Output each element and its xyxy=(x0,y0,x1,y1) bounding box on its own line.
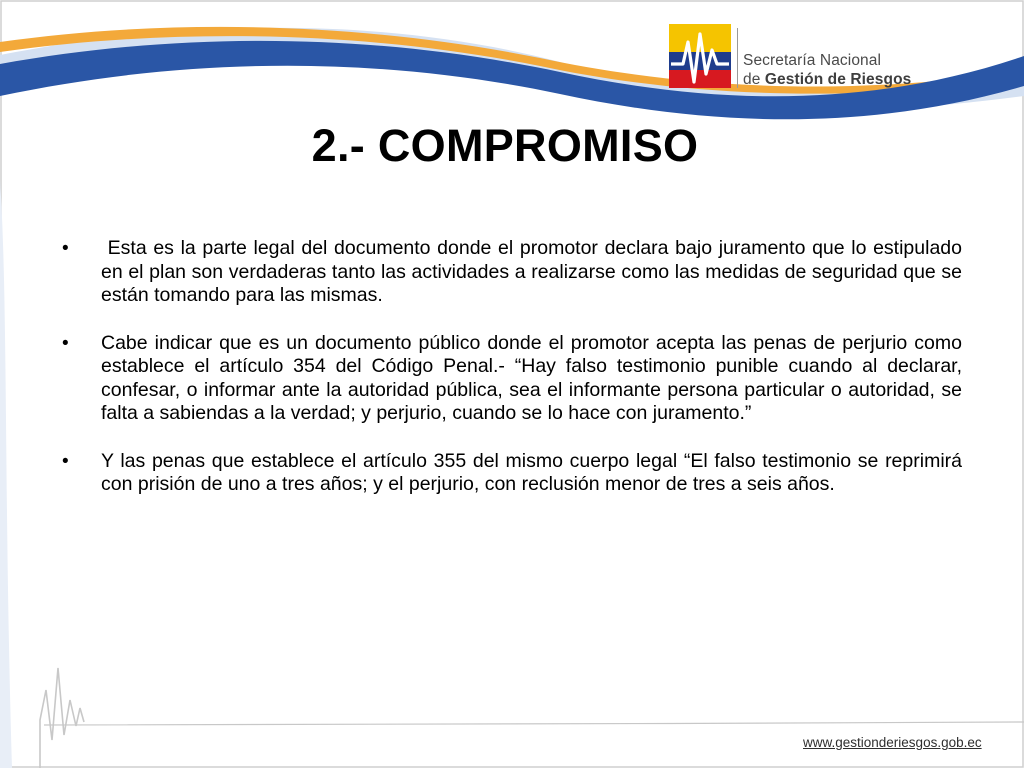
bullet-text: Cabe indicar que es un documento público donde el promotor acepta las penas de perjurio como establece el artículo 354 del Código Penal.- “Hay falso testimonio punible cuando al declarar, confesar, o informar ante la autoridad pública, sea el informante persona particular o autoridad, se falta a sabiendas a la verdad; y perjurio, cuando se lo hace con juramento.” xyxy=(101,331,968,424)
logo-mark-icon xyxy=(669,24,731,88)
footer-website-link[interactable]: www.gestionderiesgos.gob.ec xyxy=(803,735,982,750)
bullet-text: Y las penas que establece el artículo 355 del mismo cuerpo legal “El falso testimonio se reprimirá con prisión de uno a tres años; y el perjurio, con reclusión menor de tres a seis años. xyxy=(101,449,968,495)
bullet-item xyxy=(62,331,968,426)
logo-text-line1: Secretaría Nacional xyxy=(743,52,882,69)
bullet-marker: • xyxy=(62,238,69,259)
slide-title: 2.- COMPROMISO xyxy=(311,120,699,171)
logo xyxy=(665,20,915,96)
bullet-item xyxy=(62,237,968,308)
bullet-list xyxy=(62,237,968,521)
logo-divider xyxy=(737,28,738,88)
bullet-item xyxy=(62,449,968,497)
bullet-marker: • xyxy=(62,450,69,472)
bullet-marker: • xyxy=(62,332,69,354)
bottom-rule xyxy=(44,722,1024,725)
logo-text-line2 xyxy=(743,71,911,89)
left-band xyxy=(0,180,12,768)
logo-text-bold: Gestión de Riesgos xyxy=(764,71,912,88)
logo-text-prefix: de xyxy=(743,71,765,88)
left-wave xyxy=(40,668,84,768)
bullet-text: Esta es la parte legal del documento donde el promotor declara bajo juramento que lo estipulado en el plan son verdaderas tanto las actividades a realizarse como las medidas de seguridad que se están tomando para las mismas. xyxy=(101,237,968,306)
